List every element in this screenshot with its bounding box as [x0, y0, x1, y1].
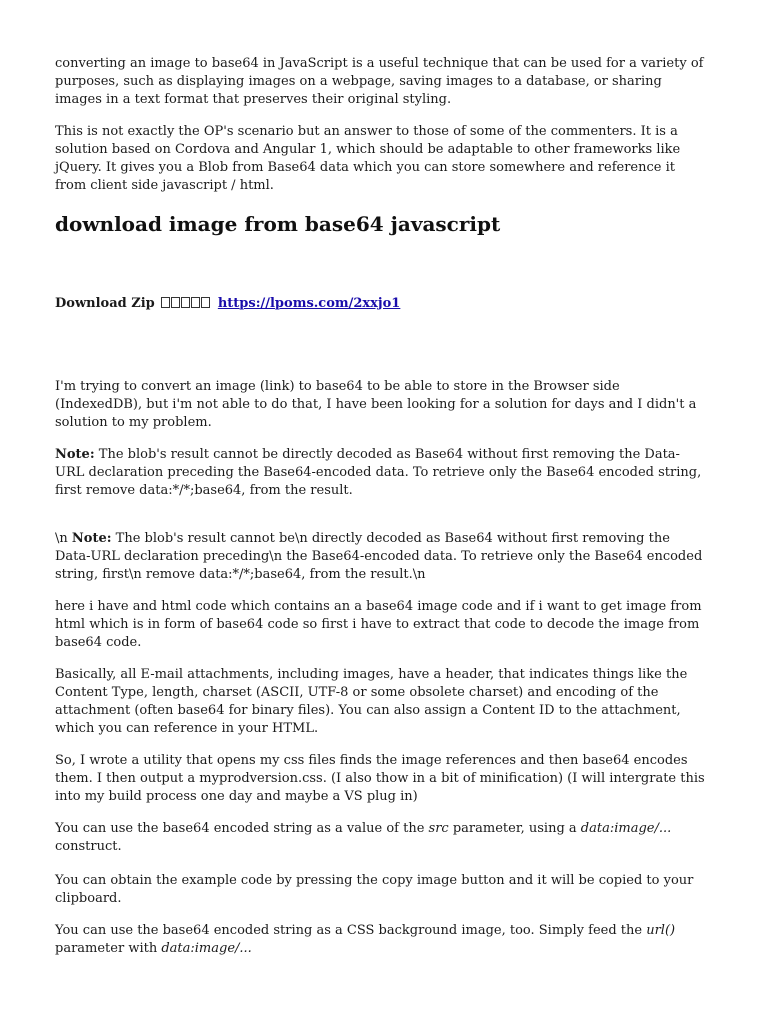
- html-code-paragraph: here i have and html code which contains an a base64 image code and if i want to get image from html which is in form of base64 code so first i have to extract that code to decode the image from base64 code.: [55, 599, 702, 650]
- css-text-a: You can use the base64 encoded string as a CSS background image, too. Simply feed the: [55, 923, 647, 938]
- intro-paragraph-2: This is not exactly the OP's scenario but an answer to those of some of the commenters. It is a solution based on Cordova and Angular 1, which should be adaptable to other frameworks like jQuery. It gives you a Blob from Base64 data which you can store somewhere and reference it from client side javascript / html.: [55, 124, 681, 193]
- document-page: [55, 55, 707, 972]
- data-image-emphasis: data:image/...: [161, 941, 252, 956]
- src-paragraph: [55, 820, 707, 856]
- src-text-c: construct.: [55, 839, 122, 854]
- note-label: Note:: [55, 447, 95, 462]
- download-link[interactable]: https://lpoms.com/2xxjo1: [217, 296, 401, 311]
- copy-paragraph: You can obtain the example code by pressing the copy image button and it will be copied to your clipboard.: [55, 873, 694, 906]
- utility-paragraph: So, I wrote a utility that opens my css files finds the image references and then base64 encodes them. I then output a myprodversion.css. (I also thow in a bit of minification) (I will intergrate this into my build process one day and maybe a VS plug in): [55, 753, 705, 804]
- download-label: Download Zip: [55, 296, 155, 311]
- question-paragraph: I'm trying to convert an image (link) to base64 to be able to store in the Browser side (IndexedDB), but i'm not able to do that, I have been looking for a solution for days and I didn't a solution to my problem.: [55, 379, 697, 430]
- download-line: [55, 295, 707, 313]
- note-text: The blob's result cannot be directly decoded as Base64 without first removing the Data-URL declaration preceding the Base64-encoded data. To retrieve only the Base64 encoded string, first remove data:*/*;base64, from the result.: [55, 447, 702, 498]
- email-paragraph: Basically, all E-mail attachments, including images, have a header, that indicates things like the Content Type, length, charset (ASCII, UTF-8 or some obsolete charset) and encoding of the attachment (often base64 for binary files). You can also assign a Content ID to the attachment, which you can reference in your HTML.: [55, 667, 688, 736]
- src-emphasis: src: [428, 821, 449, 836]
- missing-glyph-icons: [161, 295, 211, 313]
- url-emphasis: url(): [646, 923, 676, 938]
- src-text-b: parameter, using a: [448, 821, 581, 836]
- note-text: The blob's result cannot be\n directly decoded as Base64 without first removing the Data-URL declaration preceding\n the Base64-encoded data. To retrieve only the Base64 encoded string, first\n remove data:*/*;base64, from the result.\n: [55, 531, 703, 582]
- page-heading: download image from base64 javascript: [55, 212, 501, 236]
- css-text-b: parameter with: [55, 941, 162, 956]
- data-image-emphasis: data:image/...: [580, 821, 672, 836]
- note-paragraph-2: [55, 530, 707, 584]
- note-label: Note:: [71, 531, 112, 546]
- note-prefix: \n: [55, 531, 72, 546]
- intro-paragraph-1: converting an image to base64 in JavaScript is a useful technique that can be used for a variety of purposes, such as displaying images on a webpage, saving images to a database, or sharing images in a text format that preserves their original styling.: [55, 56, 704, 107]
- src-text-a: You can use the base64 encoded string as a value of the: [55, 821, 429, 836]
- css-paragraph: [55, 922, 707, 958]
- note-paragraph-1: [55, 446, 707, 500]
